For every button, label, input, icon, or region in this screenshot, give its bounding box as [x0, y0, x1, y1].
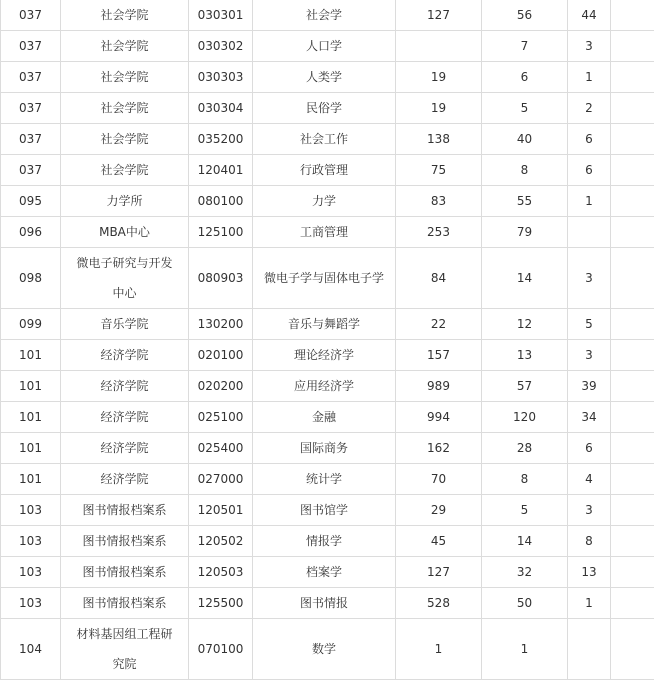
major-code-cell: 035200	[189, 124, 253, 155]
dept-code-cell: 098	[1, 248, 61, 309]
table-row	[1, 340, 654, 371]
major-code-cell: 130200	[189, 309, 253, 340]
major-name-cell: 行政管理	[253, 155, 396, 186]
applicants-cell: 19	[396, 93, 482, 124]
dept-code-cell: 037	[1, 0, 61, 31]
empty-cell	[611, 433, 654, 464]
major-name-cell: 社会工作	[253, 124, 396, 155]
major-code-cell: 025100	[189, 402, 253, 433]
applicants-cell: 45	[396, 526, 482, 557]
major-code-cell: 120401	[189, 155, 253, 186]
empty-cell	[611, 155, 654, 186]
table-row	[1, 619, 654, 680]
major-code-cell: 030301	[189, 0, 253, 31]
dept-code-cell: 037	[1, 62, 61, 93]
department-cell: 经济学院	[61, 371, 189, 402]
applicants-cell: 75	[396, 155, 482, 186]
empty-cell	[611, 217, 654, 248]
applicants-cell: 127	[396, 0, 482, 31]
applicants-cell: 84	[396, 248, 482, 309]
table-row	[1, 217, 654, 248]
empty-cell	[611, 93, 654, 124]
empty-cell	[611, 186, 654, 217]
exempt-cell: 6	[568, 433, 611, 464]
table-row	[1, 124, 654, 155]
table-row	[1, 557, 654, 588]
exempt-cell: 44	[568, 0, 611, 31]
empty-cell	[611, 619, 654, 680]
table-row	[1, 93, 654, 124]
exempt-cell: 2	[568, 93, 611, 124]
exempt-cell: 8	[568, 526, 611, 557]
major-code-cell: 120503	[189, 557, 253, 588]
table-row	[1, 31, 654, 62]
admitted-cell: 55	[482, 186, 568, 217]
table-row	[1, 371, 654, 402]
dept-code-cell: 101	[1, 371, 61, 402]
exempt-cell: 5	[568, 309, 611, 340]
dept-code-cell: 103	[1, 557, 61, 588]
applicants-cell: 138	[396, 124, 482, 155]
dept-code-cell: 101	[1, 433, 61, 464]
department-cell: 社会学院	[61, 124, 189, 155]
empty-cell	[611, 402, 654, 433]
table-row	[1, 309, 654, 340]
department-cell: 经济学院	[61, 464, 189, 495]
dept-code-cell: 103	[1, 495, 61, 526]
applicants-cell: 19	[396, 62, 482, 93]
admitted-cell: 32	[482, 557, 568, 588]
applicants-cell: 157	[396, 340, 482, 371]
department-cell: 经济学院	[61, 402, 189, 433]
table-row	[1, 155, 654, 186]
department-cell: 经济学院	[61, 433, 189, 464]
empty-cell	[611, 588, 654, 619]
exempt-cell: 1	[568, 588, 611, 619]
major-code-cell: 070100	[189, 619, 253, 680]
major-name-cell: 微电子学与固体电子学	[253, 248, 396, 309]
empty-cell	[611, 371, 654, 402]
major-code-cell: 030304	[189, 93, 253, 124]
major-code-cell: 025400	[189, 433, 253, 464]
admitted-cell: 6	[482, 62, 568, 93]
department-cell: 图书情报档案系	[61, 495, 189, 526]
department-cell: 社会学院	[61, 62, 189, 93]
department-cell: 力学所	[61, 186, 189, 217]
major-name-cell: 应用经济学	[253, 371, 396, 402]
applicants-cell: 70	[396, 464, 482, 495]
admitted-cell: 14	[482, 248, 568, 309]
empty-cell	[611, 526, 654, 557]
applicants-cell	[396, 31, 482, 62]
exempt-cell	[568, 619, 611, 680]
admitted-cell: 7	[482, 31, 568, 62]
department-cell: 音乐学院	[61, 309, 189, 340]
exempt-cell: 3	[568, 248, 611, 309]
dept-code-cell: 037	[1, 124, 61, 155]
major-code-cell: 120501	[189, 495, 253, 526]
exempt-cell: 3	[568, 340, 611, 371]
empty-cell	[611, 309, 654, 340]
major-code-cell: 080100	[189, 186, 253, 217]
empty-cell	[611, 0, 654, 31]
dept-code-cell: 104	[1, 619, 61, 680]
dept-code-cell: 037	[1, 93, 61, 124]
exempt-cell: 4	[568, 464, 611, 495]
applicants-cell: 1	[396, 619, 482, 680]
table-body	[1, 0, 654, 680]
applicants-cell: 29	[396, 495, 482, 526]
major-name-cell: 人类学	[253, 62, 396, 93]
major-name-cell: 金融	[253, 402, 396, 433]
empty-cell	[611, 31, 654, 62]
department-cell: 经济学院	[61, 340, 189, 371]
exempt-cell: 34	[568, 402, 611, 433]
dept-code-cell: 099	[1, 309, 61, 340]
table-row	[1, 464, 654, 495]
admitted-cell: 5	[482, 495, 568, 526]
applicants-cell: 127	[396, 557, 482, 588]
applicants-cell: 162	[396, 433, 482, 464]
empty-cell	[611, 464, 654, 495]
dept-code-cell: 101	[1, 340, 61, 371]
admitted-cell: 120	[482, 402, 568, 433]
admitted-cell: 5	[482, 93, 568, 124]
admitted-cell: 1	[482, 619, 568, 680]
empty-cell	[611, 557, 654, 588]
admitted-cell: 79	[482, 217, 568, 248]
department-cell: 社会学院	[61, 93, 189, 124]
table-row	[1, 402, 654, 433]
major-code-cell: 125100	[189, 217, 253, 248]
empty-cell	[611, 340, 654, 371]
exempt-cell: 6	[568, 155, 611, 186]
major-code-cell: 120502	[189, 526, 253, 557]
department-cell: 材料基因组工程研究院	[61, 619, 189, 680]
exempt-cell: 1	[568, 62, 611, 93]
dept-code-cell: 103	[1, 526, 61, 557]
table-row	[1, 588, 654, 619]
dept-code-cell: 095	[1, 186, 61, 217]
major-name-cell: 国际商务	[253, 433, 396, 464]
table-row	[1, 248, 654, 309]
major-name-cell: 图书馆学	[253, 495, 396, 526]
table-row	[1, 62, 654, 93]
admitted-cell: 40	[482, 124, 568, 155]
table-row	[1, 0, 654, 31]
department-cell: MBA中心	[61, 217, 189, 248]
dept-code-cell: 037	[1, 155, 61, 186]
admitted-cell: 57	[482, 371, 568, 402]
empty-cell	[611, 62, 654, 93]
major-name-cell: 情报学	[253, 526, 396, 557]
applicants-cell: 83	[396, 186, 482, 217]
applicants-cell: 994	[396, 402, 482, 433]
department-cell: 社会学院	[61, 155, 189, 186]
major-code-cell: 027000	[189, 464, 253, 495]
exempt-cell	[568, 217, 611, 248]
empty-cell	[611, 248, 654, 309]
admitted-cell: 56	[482, 0, 568, 31]
empty-cell	[611, 495, 654, 526]
table-row	[1, 433, 654, 464]
admitted-cell: 8	[482, 464, 568, 495]
major-name-cell: 民俗学	[253, 93, 396, 124]
major-code-cell: 125500	[189, 588, 253, 619]
dept-code-cell: 096	[1, 217, 61, 248]
department-cell: 图书情报档案系	[61, 526, 189, 557]
exempt-cell: 1	[568, 186, 611, 217]
admitted-cell: 12	[482, 309, 568, 340]
admitted-cell: 14	[482, 526, 568, 557]
applicants-cell: 989	[396, 371, 482, 402]
dept-code-cell: 103	[1, 588, 61, 619]
major-code-cell: 020200	[189, 371, 253, 402]
department-cell: 微电子研究与开发中心	[61, 248, 189, 309]
table-row	[1, 186, 654, 217]
admitted-cell: 28	[482, 433, 568, 464]
major-name-cell: 图书情报	[253, 588, 396, 619]
major-name-cell: 工商管理	[253, 217, 396, 248]
major-name-cell: 音乐与舞蹈学	[253, 309, 396, 340]
admitted-cell: 13	[482, 340, 568, 371]
table-row	[1, 526, 654, 557]
dept-code-cell: 037	[1, 31, 61, 62]
dept-code-cell: 101	[1, 402, 61, 433]
major-code-cell: 030303	[189, 62, 253, 93]
applicants-cell: 253	[396, 217, 482, 248]
admitted-cell: 50	[482, 588, 568, 619]
applicants-cell: 22	[396, 309, 482, 340]
major-name-cell: 档案学	[253, 557, 396, 588]
dept-code-cell: 101	[1, 464, 61, 495]
major-name-cell: 力学	[253, 186, 396, 217]
empty-cell	[611, 124, 654, 155]
major-code-cell: 030302	[189, 31, 253, 62]
department-cell: 图书情报档案系	[61, 588, 189, 619]
major-name-cell: 数学	[253, 619, 396, 680]
admitted-cell: 8	[482, 155, 568, 186]
exempt-cell: 3	[568, 495, 611, 526]
exempt-cell: 3	[568, 31, 611, 62]
major-name-cell: 人口学	[253, 31, 396, 62]
applicants-cell: 528	[396, 588, 482, 619]
exempt-cell: 39	[568, 371, 611, 402]
major-name-cell: 理论经济学	[253, 340, 396, 371]
department-cell: 图书情报档案系	[61, 557, 189, 588]
exempt-cell: 6	[568, 124, 611, 155]
major-code-cell: 080903	[189, 248, 253, 309]
department-cell: 社会学院	[61, 31, 189, 62]
major-name-cell: 社会学	[253, 0, 396, 31]
major-code-cell: 020100	[189, 340, 253, 371]
major-name-cell: 统计学	[253, 464, 396, 495]
table-row	[1, 495, 654, 526]
exempt-cell: 13	[568, 557, 611, 588]
department-cell: 社会学院	[61, 0, 189, 31]
